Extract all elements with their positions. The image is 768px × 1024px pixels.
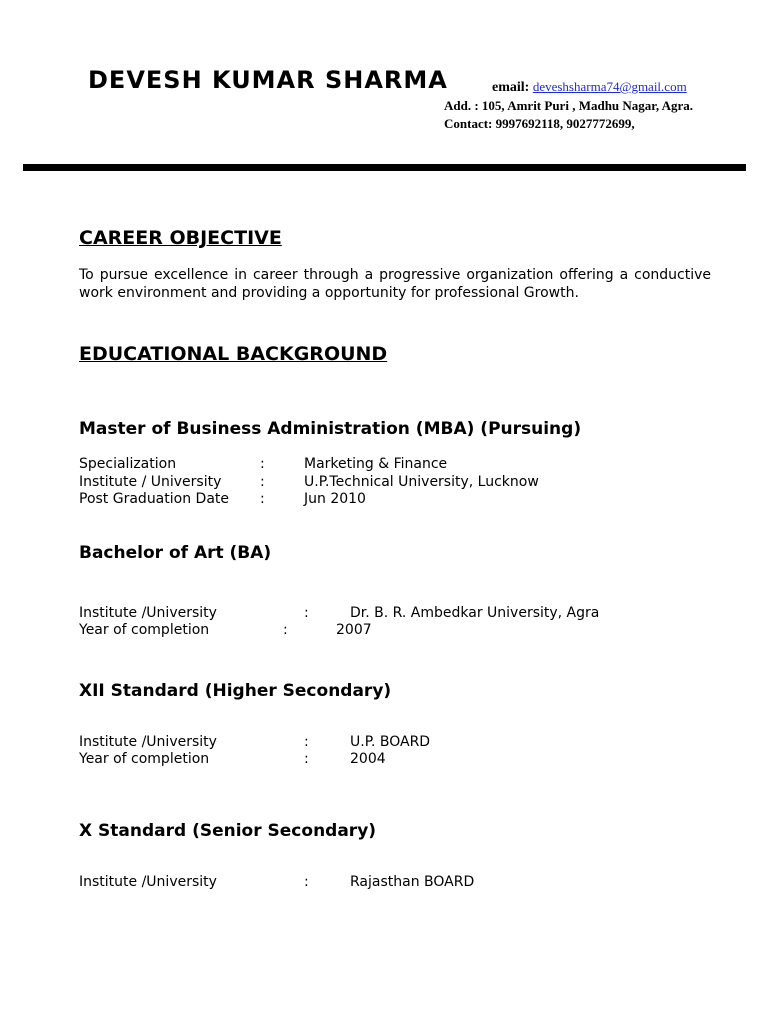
row-label: Post Graduation Date xyxy=(79,491,229,507)
degree-mba: Master of Business Administration (MBA) (Pursuing) xyxy=(79,419,582,439)
row-value: Jun 2010 xyxy=(304,491,366,507)
contact-block xyxy=(444,78,693,133)
row-separator: : xyxy=(260,474,265,490)
degree-xii: XII Standard (Higher Secondary) xyxy=(79,681,392,701)
row-label: Year of completion xyxy=(79,622,210,638)
row-label: Specialization xyxy=(79,456,177,472)
degree-x: X Standard (Senior Secondary) xyxy=(79,821,377,841)
row-value: U.P.Technical University, Lucknow xyxy=(304,474,539,490)
header-divider xyxy=(23,164,746,171)
row-value: U.P. BOARD xyxy=(350,734,431,750)
row-label: Institute /University xyxy=(79,605,217,621)
row-value: Dr. B. R. Ambedkar University, Agra xyxy=(350,605,600,621)
email-link[interactable]: deveshsharma74@gmail.com xyxy=(532,79,687,94)
row-separator: : xyxy=(304,751,309,767)
row-separator: : xyxy=(283,622,288,638)
contact-numbers: Contact: 9997692118, 9027772699, xyxy=(444,116,635,131)
row-separator: : xyxy=(260,456,265,472)
row-separator: : xyxy=(304,874,309,890)
email-line xyxy=(492,78,693,97)
address-line: Add. : 105, Amrit Puri , Madhu Nagar, Agra. xyxy=(444,98,694,113)
row-value: Marketing & Finance xyxy=(304,456,448,472)
row-value: 2007 xyxy=(336,622,372,638)
career-objective-title: CAREER OBJECTIVE xyxy=(79,227,282,249)
row-label: Year of completion xyxy=(79,751,210,767)
candidate-name: DEVESH KUMAR SHARMA xyxy=(88,66,448,94)
row-separator: : xyxy=(304,734,309,750)
row-separator: : xyxy=(260,491,265,507)
row-value: 2004 xyxy=(350,751,386,767)
row-label: Institute / University xyxy=(79,474,222,490)
row-value: Rajasthan BOARD xyxy=(350,874,475,890)
career-objective-text: To pursue excellence in career through a progressive organization offering a conductive work environment and providing a opportunity for professional Growth. xyxy=(79,267,711,301)
education-title: EDUCATIONAL BACKGROUND xyxy=(79,343,388,365)
row-separator: : xyxy=(304,605,309,621)
email-label: email: xyxy=(492,80,533,95)
row-label: Institute /University xyxy=(79,874,217,890)
row-label: Institute /University xyxy=(79,734,217,750)
degree-ba: Bachelor of Art (BA) xyxy=(79,543,272,563)
